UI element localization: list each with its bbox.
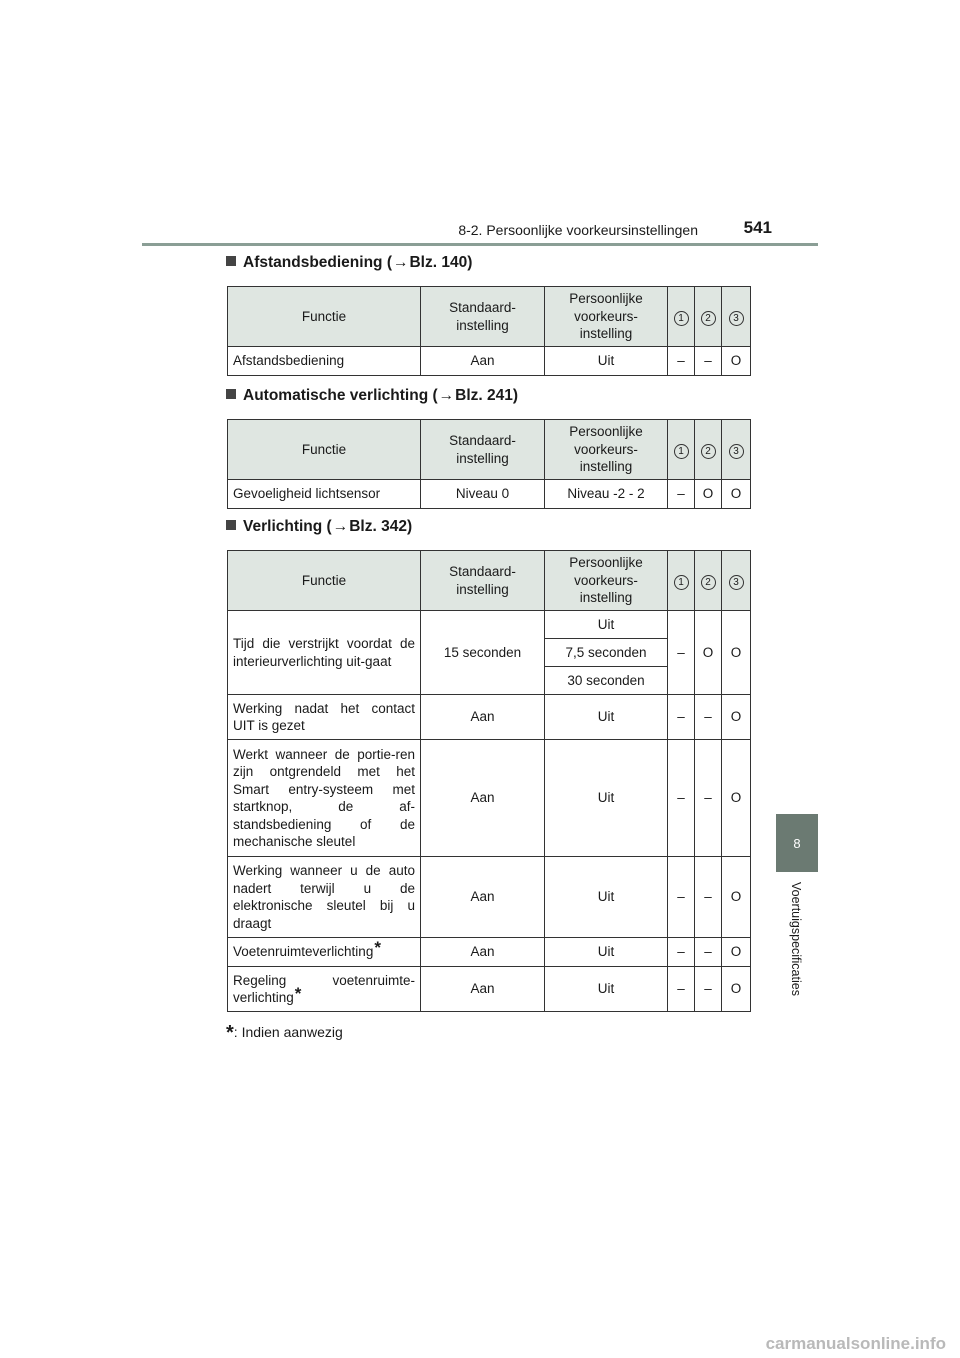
method-1-cell: – <box>668 480 695 509</box>
circled-number-3: 3 <box>729 575 744 590</box>
table-verlichting <box>227 550 751 1012</box>
header-title: 8-2. Persoonlijke voorkeursinstellingen <box>458 222 698 238</box>
circled-number-1: 1 <box>674 575 689 590</box>
table-row <box>228 695 751 740</box>
circled-number-2: 2 <box>701 575 716 590</box>
default-cell: Niveau 0 <box>421 480 545 509</box>
section-title-automatische-verlichting: Automatische verlichting (→Blz. 241) <box>226 387 518 405</box>
custom-cell: Uit <box>545 857 668 938</box>
feature-cell: Regeling voetenruimte-verlichting* <box>228 967 421 1012</box>
arrow-right-icon: → <box>392 254 409 271</box>
feature-cell: Gevoeligheid lichtsensor <box>228 480 421 509</box>
method-2-cell: – <box>695 857 722 938</box>
table-header-row <box>228 287 751 347</box>
method-3-cell: O <box>722 967 751 1012</box>
table-row <box>228 347 751 376</box>
col-header-functie: Functie <box>228 551 421 611</box>
col-header-functie: Functie <box>228 287 421 347</box>
custom-cell: 30 seconden <box>545 667 668 695</box>
chapter-tab[interactable] <box>776 814 818 872</box>
col-header-persoonlijke: Persoonlijke voorkeurs- instelling <box>545 287 668 347</box>
col-header-standaard: Standaard- instelling <box>421 420 545 480</box>
page-reference[interactable]: Blz. 241) <box>455 387 519 404</box>
page-header <box>142 216 818 246</box>
custom-cell: Uit <box>545 938 668 967</box>
col-header-1 <box>668 287 695 347</box>
method-1-cell: – <box>668 857 695 938</box>
page-reference[interactable]: Blz. 140) <box>409 254 473 271</box>
custom-cell: 7,5 seconden <box>545 639 668 667</box>
method-1-cell: – <box>668 740 695 857</box>
arrow-right-icon: → <box>332 518 349 535</box>
col-header-2 <box>695 551 722 611</box>
col-header-3 <box>722 551 751 611</box>
section-square-icon <box>226 389 236 399</box>
feature-cell: Tijd die verstrijkt voordat de interieurverlichting uit-gaat <box>228 611 421 695</box>
section-title-verlichting: Verlichting (→Blz. 342) <box>226 518 412 536</box>
method-2-cell: – <box>695 347 722 376</box>
default-cell: Aan <box>421 347 545 376</box>
default-cell: 15 seconden <box>421 611 545 695</box>
custom-cell: Niveau -2 - 2 <box>545 480 668 509</box>
method-2-cell: – <box>695 695 722 740</box>
default-cell: Aan <box>421 967 545 1012</box>
method-1-cell: – <box>668 611 695 695</box>
page-reference[interactable]: Blz. 342) <box>349 518 413 535</box>
section-title-afstandsbediening: Afstandsbediening (→Blz. 140) <box>226 254 472 272</box>
watermark: carmanualsonline.info <box>765 1334 946 1353</box>
table-row <box>228 611 751 639</box>
table-header-row <box>228 551 751 611</box>
circled-number-1: 1 <box>674 444 689 459</box>
col-header-2 <box>695 287 722 347</box>
table-header-row <box>228 420 751 480</box>
asterisk-marker: * <box>294 984 302 1003</box>
section-square-icon <box>226 520 236 530</box>
method-1-cell: – <box>668 695 695 740</box>
col-header-3 <box>722 420 751 480</box>
custom-cell: Uit <box>545 740 668 857</box>
method-2-cell: – <box>695 938 722 967</box>
table-afstandsbediening <box>227 286 751 376</box>
circled-number-3: 3 <box>729 444 744 459</box>
method-3-cell: O <box>722 347 751 376</box>
method-2-cell: – <box>695 740 722 857</box>
method-3-cell: O <box>722 611 751 695</box>
circled-number-1: 1 <box>674 311 689 326</box>
method-3-cell: O <box>722 857 751 938</box>
method-3-cell: O <box>722 938 751 967</box>
custom-cell: Uit <box>545 695 668 740</box>
col-header-persoonlijke: Persoonlijke voorkeurs- instelling <box>545 420 668 480</box>
feature-cell: Werking nadat het contact UIT is gezet <box>228 695 421 740</box>
method-1-cell: – <box>668 967 695 1012</box>
section-square-icon <box>226 256 236 266</box>
col-header-1 <box>668 551 695 611</box>
circled-number-2: 2 <box>701 311 716 326</box>
col-header-3 <box>722 287 751 347</box>
method-3-cell: O <box>722 740 751 857</box>
default-cell: Aan <box>421 938 545 967</box>
method-1-cell: – <box>668 938 695 967</box>
custom-cell: Uit <box>545 611 668 639</box>
feature-cell: Werking wanneer u de auto nadert terwijl u de elektronische sleutel bij u draagt <box>228 857 421 938</box>
chapter-number: 8 <box>793 835 801 851</box>
table-row <box>228 857 751 938</box>
default-cell: Aan <box>421 695 545 740</box>
page-number: 541 <box>743 218 772 237</box>
custom-cell: Uit <box>545 967 668 1012</box>
arrow-right-icon: → <box>438 387 455 404</box>
table-row <box>228 480 751 509</box>
footnote-text: : Indien aanwezig <box>233 1024 343 1040</box>
asterisk-marker: * <box>374 938 381 958</box>
circled-number-3: 3 <box>729 311 744 326</box>
method-1-cell: – <box>668 347 695 376</box>
default-cell: Aan <box>421 857 545 938</box>
col-header-standaard: Standaard- instelling <box>421 287 545 347</box>
method-2-cell: – <box>695 967 722 1012</box>
method-2-cell: O <box>695 480 722 509</box>
feature-cell: Voetenruimteverlichting* <box>228 938 421 967</box>
table-automatische-verlichting <box>227 419 751 509</box>
feature-cell: Afstandsbediening <box>228 347 421 376</box>
circled-number-2: 2 <box>701 444 716 459</box>
method-2-cell: O <box>695 611 722 695</box>
col-header-persoonlijke: Persoonlijke voorkeurs- instelling <box>545 551 668 611</box>
col-header-standaard: Standaard- instelling <box>421 551 545 611</box>
col-header-2 <box>695 420 722 480</box>
chapter-label-text: Voertuigspecificaties <box>789 882 803 996</box>
method-3-cell: O <box>722 695 751 740</box>
table-row <box>228 938 751 967</box>
col-header-1 <box>668 420 695 480</box>
table-row <box>228 967 751 1012</box>
asterisk-marker: * <box>226 1022 234 1044</box>
header-rule <box>142 243 818 246</box>
feature-cell: Werkt wanneer de portie-ren zijn ontgrendeld met het Smart entry-systeem met startknop, de af-standsbediening of de mechanische sleutel <box>228 740 421 857</box>
custom-cell: Uit <box>545 347 668 376</box>
default-cell: Aan <box>421 740 545 857</box>
col-header-functie: Functie <box>228 420 421 480</box>
table-row <box>228 740 751 857</box>
method-3-cell: O <box>722 480 751 509</box>
footnote <box>226 1022 343 1045</box>
